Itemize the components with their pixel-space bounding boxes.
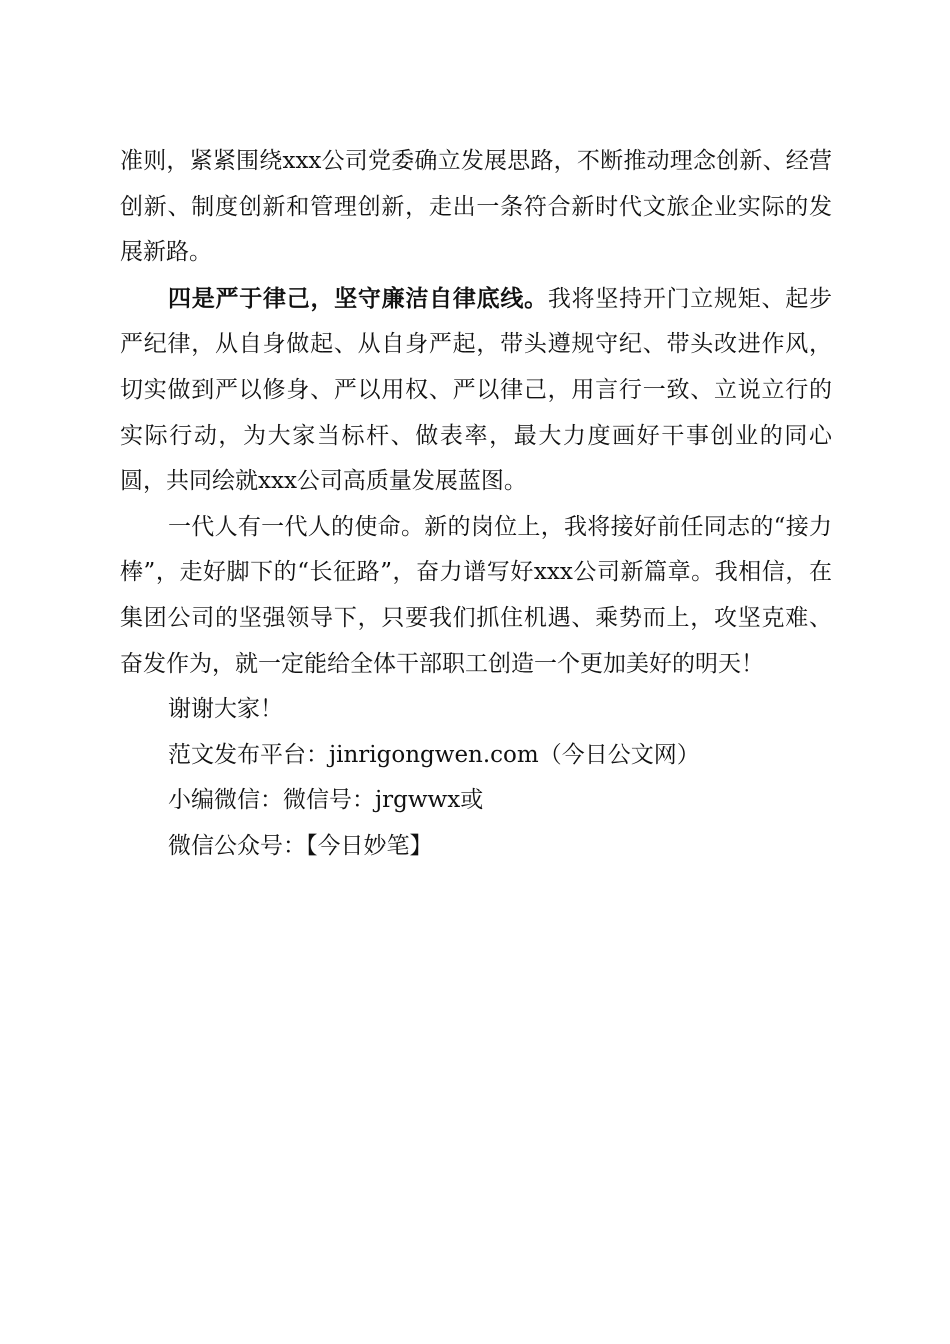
paragraph-self-discipline	[120, 276, 832, 505]
platform-line: 范文发布平台：jinrigongwen.com（今日公文网）	[168, 741, 700, 768]
paragraph-text: 我将坚持开门立规矩、起步严纪律，从自身做起、从自身严起，带头遵规守纪、带头改进作风，切实做到严以修身、严以用权、严以律己，用言行一致、立说立行的实际行动，为大家当标杆、做表率，最大力度画好干事创业的同心圆，共同绘就xxx公司高质量发展蓝图。	[120, 285, 833, 495]
paragraph-heading: 四是严于律己，坚守廉洁自律底线。	[168, 284, 548, 312]
paragraph-mission: 一代人有一代人的使命。新的岗位上，我将接好前任同志的“接力棒”，走好脚下的“长征路”，奋力谱写好xxx公司新篇章。我相信，在集团公司的坚强领导下，只要我们抓住机遇、乘势而上，攻坚克难、奋发作为，就一定能给全体干部职工创造一个更加美好的明天！	[120, 513, 832, 677]
wechat-line: 小编微信：微信号：jrgwwx或	[168, 787, 484, 814]
official-account-line: 微信公众号：【今日妙笔】	[168, 832, 433, 859]
paragraph-continuation: 准则，紧紧围绕xxx公司党委确立发展思路，不断推动理念创新、经营创新、制度创新和管理创新，走出一条符合新时代文旅企业实际的发展新路。	[120, 148, 832, 266]
thanks-line: 谢谢大家！	[168, 696, 283, 723]
document-body	[120, 139, 832, 870]
